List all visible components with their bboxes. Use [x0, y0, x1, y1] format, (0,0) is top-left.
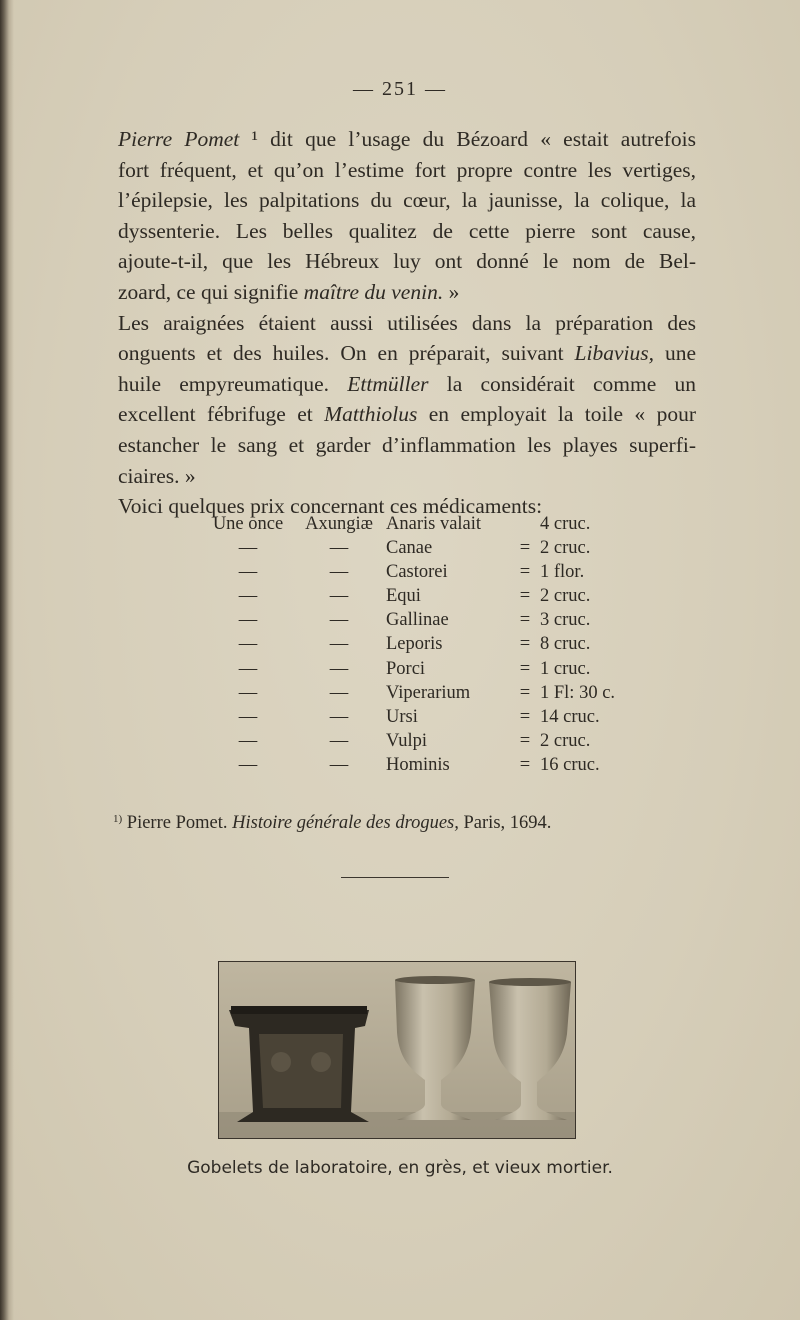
- price-cell-animal: Castorei: [386, 562, 448, 583]
- text-line: [118, 185, 696, 216]
- price-cell-animal: Porci: [386, 658, 426, 679]
- price-cell-measure: —: [238, 610, 258, 631]
- text-run: dyssenterie. Les belles qualitez de cette pierre sont cause,: [118, 218, 696, 243]
- text-run: une: [654, 341, 696, 366]
- price-row: [200, 657, 640, 681]
- text-run: excellent fébrifuge et: [118, 402, 325, 427]
- price-cell-animal: Canae: [386, 538, 433, 559]
- text-run: ciaires. »: [118, 463, 196, 488]
- price-cell-price: 14 cruc.: [540, 706, 600, 727]
- price-cell-measure: —: [238, 682, 258, 703]
- price-cell-price: 3 cruc.: [540, 610, 591, 631]
- footnote: [113, 813, 713, 834]
- price-cell-animal: Viperarium: [386, 682, 471, 703]
- page-binding-edge: [0, 0, 14, 1320]
- text-run: Les araignées étaient aussi utilisées dans la préparation des: [118, 310, 696, 335]
- price-cell-animal: Hominis: [386, 754, 450, 775]
- price-cell-substance: —: [329, 658, 349, 679]
- paragraph-2: [118, 308, 696, 492]
- text-run: zoard, ce qui signifie: [118, 279, 304, 304]
- price-row: [200, 584, 640, 608]
- text-run: »: [443, 279, 460, 304]
- price-cell-animal: Leporis: [386, 634, 443, 655]
- price-cell-measure: —: [238, 658, 258, 679]
- price-cell-measure: —: [238, 634, 258, 655]
- price-cell-animal: Vulpi: [386, 730, 428, 751]
- price-row: [200, 632, 640, 656]
- italic-text: Matthiolus: [324, 402, 418, 427]
- price-cell-equals: =: [519, 754, 531, 775]
- figure-photo: [218, 961, 576, 1139]
- text-line: [118, 124, 696, 155]
- price-row: [200, 753, 640, 777]
- price-row: [200, 512, 640, 536]
- text-line: [118, 308, 696, 339]
- text-line: [118, 430, 696, 461]
- price-cell-animal: Ursi: [386, 706, 418, 727]
- price-cell-substance: —: [329, 610, 349, 631]
- price-cell-animal: Gallinae: [386, 610, 449, 631]
- footnote-marker: 1): [113, 813, 123, 825]
- price-cell-equals: [510, 512, 540, 536]
- price-cell-equals: =: [519, 562, 531, 583]
- text-run: onguents et des huiles. On en préparait, suivant: [118, 341, 575, 366]
- price-cell-animal: Anaris valait: [386, 514, 482, 534]
- price-cell-price: 16 cruc.: [540, 754, 600, 775]
- price-cell-measure: —: [238, 754, 258, 775]
- text-run: ajoute-t-il, que les Hébreux luy ont donné le nom de Bel-: [118, 249, 696, 274]
- price-cell-equals: =: [519, 730, 531, 751]
- price-cell-price: 2 cruc.: [540, 538, 591, 559]
- text-line: [118, 277, 696, 308]
- text-run: huile empyreumatique.: [118, 371, 348, 396]
- footnote-author: Pierre Pomet.: [126, 813, 228, 833]
- price-cell-equals: =: [519, 706, 531, 727]
- price-cell-equals: =: [519, 634, 531, 655]
- price-row: [200, 536, 640, 560]
- price-cell-measure: Une once: [212, 514, 284, 534]
- text-run: l’épilepsie, les palpitations du cœur, la jaunisse, la colique, la: [118, 188, 696, 213]
- price-cell-substance: —: [329, 754, 349, 775]
- text-line: [118, 461, 696, 492]
- separator-rule: [341, 877, 449, 878]
- paragraph-1: [118, 124, 696, 308]
- body-text: [118, 124, 696, 522]
- price-cell-equals: =: [519, 610, 531, 631]
- text-run: la considérait comme un: [428, 371, 696, 396]
- price-cell-substance: —: [329, 682, 349, 703]
- text-line: [118, 399, 696, 430]
- text-run: en employait la toile « pour: [417, 402, 696, 427]
- price-cell-animal: Equi: [386, 586, 421, 607]
- price-cell-measure: —: [238, 706, 258, 727]
- price-row: [200, 681, 640, 705]
- footnote-place-date: Paris, 1694.: [463, 813, 552, 833]
- price-row: [200, 729, 640, 753]
- price-cell-price: 8 cruc.: [540, 634, 591, 655]
- price-cell-price: 2 cruc.: [540, 586, 591, 607]
- price-cell-price: 1 Fl: 30 c.: [540, 682, 616, 703]
- text-line: [118, 216, 696, 247]
- text-line: [118, 246, 696, 277]
- text-run: estancher le sang et garder d’inflammation les playes superfi-: [118, 432, 696, 457]
- text-run: fort fréquent, et qu’on l’estime fort propre contre les vertiges,: [118, 157, 696, 182]
- price-cell-equals: =: [519, 682, 531, 703]
- figure-caption: Gobelets de laboratoire, en grès, et vieux mortier.: [187, 1158, 613, 1178]
- text-run: ¹ dit que l’usage du Bézoard « estait autrefois: [239, 127, 696, 151]
- price-cell-substance: —: [329, 586, 349, 607]
- price-cell-price: 1 flor.: [540, 562, 585, 583]
- price-cell-substance: —: [329, 562, 349, 583]
- italic-text: Pierre Pomet: [118, 127, 240, 151]
- price-cell-substance: —: [329, 634, 349, 655]
- price-cell-substance: —: [329, 538, 349, 559]
- price-cell-substance: Axungiæ: [305, 514, 373, 534]
- price-cell-substance: —: [329, 730, 349, 751]
- price-cell-price: 4 cruc.: [540, 514, 591, 534]
- price-row: [200, 560, 640, 584]
- price-row: [200, 608, 640, 632]
- price-cell-measure: —: [238, 586, 258, 607]
- price-cell-price: 1 cruc.: [540, 658, 591, 679]
- italic-text: maître du venin.: [303, 279, 444, 304]
- text-line: [118, 338, 696, 369]
- page-number: — 251 —: [353, 78, 447, 100]
- price-cell-measure: —: [238, 562, 258, 583]
- italic-text: Ettmüller: [347, 371, 429, 396]
- price-cell-equals: =: [519, 658, 531, 679]
- text-line: [118, 155, 696, 186]
- text-run: Voici quelques prix concernant ces médicaments:: [118, 494, 543, 519]
- price-cell-measure: —: [238, 538, 258, 559]
- price-table: [200, 512, 640, 777]
- italic-text: Libavius,: [574, 341, 654, 366]
- text-line: [118, 369, 696, 400]
- price-row: [200, 705, 640, 729]
- price-cell-measure: —: [238, 730, 258, 751]
- footnote-title: Histoire générale des drogues,: [232, 813, 459, 833]
- price-cell-equals: =: [519, 538, 531, 559]
- price-cell-equals: =: [519, 586, 531, 607]
- price-cell-price: 2 cruc.: [540, 730, 591, 751]
- price-cell-substance: —: [329, 706, 349, 727]
